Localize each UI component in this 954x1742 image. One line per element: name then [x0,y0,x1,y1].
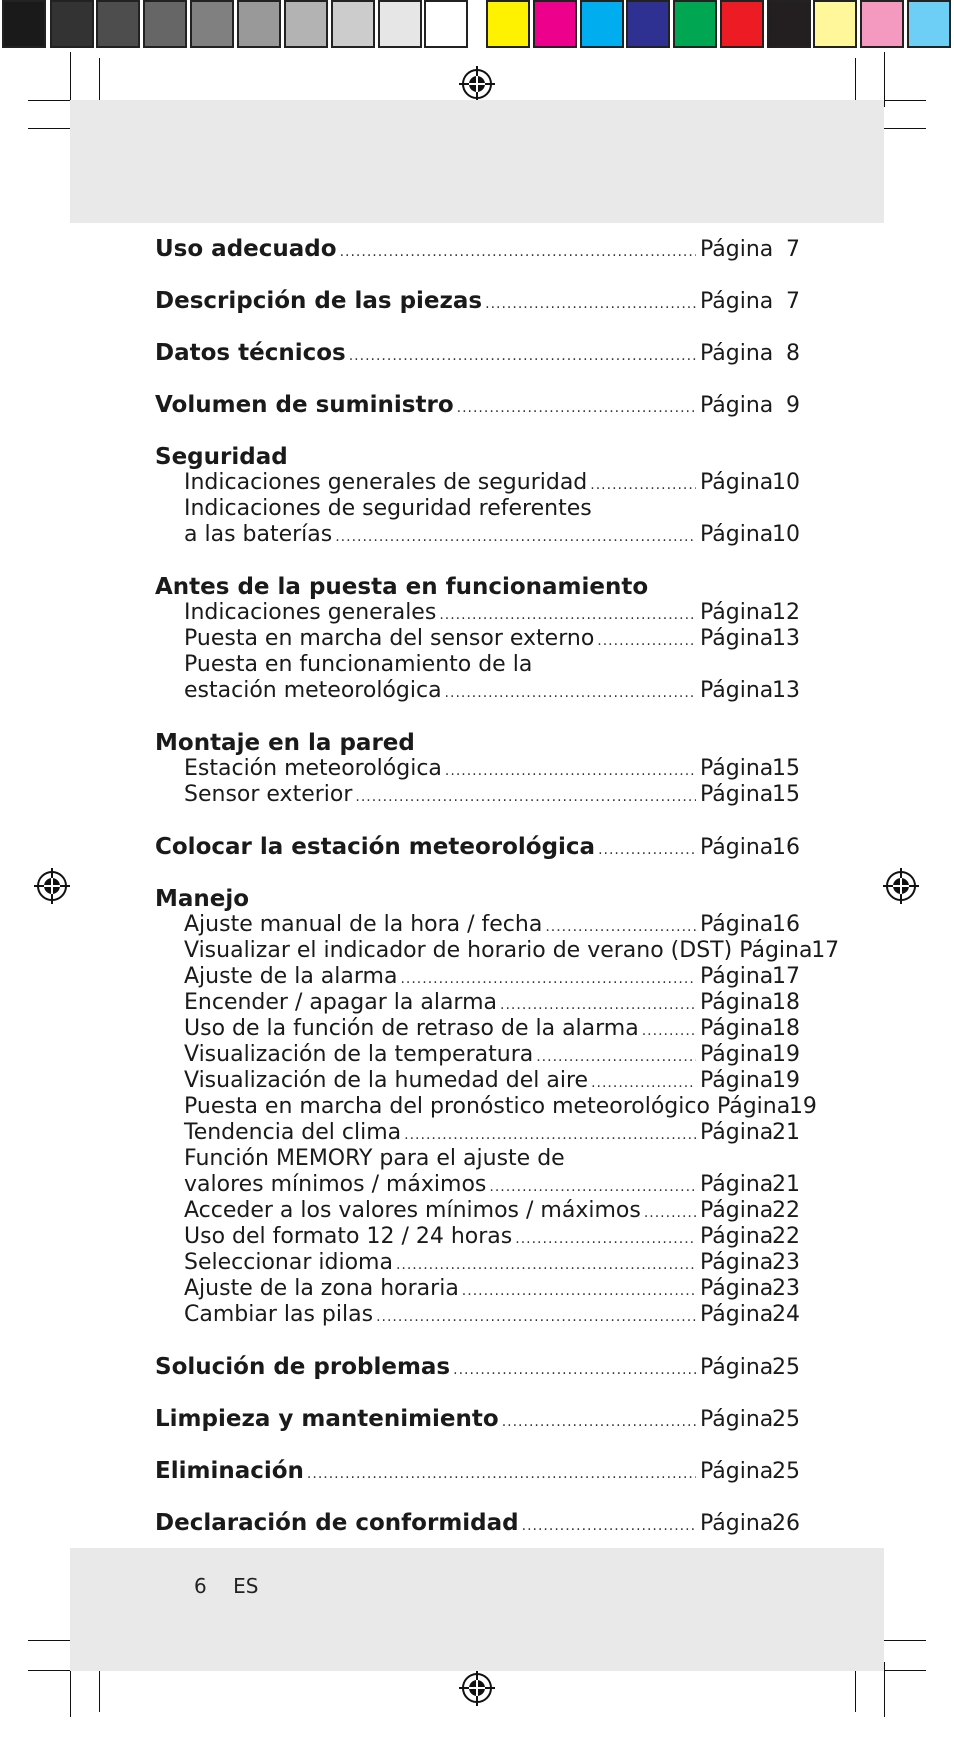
page-label: Página [700,1250,774,1275]
page-label: Página [700,341,774,366]
toc-entry-title: Seguridad [155,444,288,470]
toc-subentry [155,964,800,990]
toc-section [155,834,800,860]
page-label: Página [700,678,774,703]
dot-leader [598,837,696,863]
page-ref: 22 [772,1198,800,1223]
toc-subentry [155,1068,800,1094]
toc-subentry [155,678,800,704]
toc-entry-title: Indicaciones generales de seguridad [184,470,588,495]
toc-section [155,444,800,470]
page-label: Página [700,1016,774,1041]
toc-entry-title: Colocar la estación meteorológica [155,834,596,860]
toc-subentry [155,600,800,626]
dot-leader [545,914,696,940]
toc-subentry [155,782,800,808]
toc-entry-title: Sensor exterior [184,782,353,807]
toc-entry-title: Seleccionar idioma [184,1250,393,1275]
registration-mark-icon [32,866,72,906]
toc-entry-title: a las baterías [184,522,333,547]
dot-leader [453,1357,696,1383]
toc-subentry [155,1120,800,1146]
dot-leader [400,966,696,992]
registration-mark-icon [457,64,497,104]
color-swatch [237,0,281,48]
header-band [70,100,884,223]
page-number: 6 [194,1574,207,1598]
section-gap [155,418,800,444]
dot-leader [307,1461,696,1487]
toc-entry-title: Visualizar el indicador de horario de verano (DST) [184,938,733,963]
toc-section [155,574,800,600]
toc-entry-title: Tendencia del clima [184,1120,402,1145]
color-swatch [626,0,670,48]
page-ref: 16 [772,912,800,937]
toc-entry-title: Limpieza y mantenimiento [155,1406,499,1432]
toc-entry-title: Acceder a los valores mínimos / máximos [184,1198,641,1223]
toc-entry-title: Uso de la función de retraso de la alarma [184,1016,639,1041]
page-ref: 23 [772,1250,800,1275]
toc-subentry [155,1250,800,1276]
page-label: Página [739,938,813,963]
toc-entry-title: valores mínimos / máximos [184,1172,487,1197]
page-label: Página [700,1459,774,1484]
page-label: Página [700,1198,774,1223]
page-ref: 16 [772,835,800,860]
toc-subentry [155,1276,800,1302]
toc-entry-title: Volumen de suministro [155,392,454,418]
toc-entry-title: Datos técnicos [155,340,346,366]
toc-entry-title: Puesta en funcionamiento de la [184,652,533,677]
dot-leader [462,1278,696,1304]
toc-subentry [155,470,800,496]
toc-section [155,392,800,418]
toc-subentry [155,1302,800,1328]
color-swatch [486,0,530,48]
toc-subentry [155,496,800,522]
page-ref: 21 [772,1120,800,1145]
section-gap [155,704,800,730]
toc-entry-title: Visualización de la humedad del aire [184,1068,589,1093]
crop-mark [884,52,885,107]
page-label: Página [700,626,774,651]
color-swatch [424,0,468,48]
toc-section [155,1458,800,1484]
page-label: Página [700,964,774,989]
language-code: ES [233,1574,259,1598]
footer-band [70,1548,884,1671]
toc-entry-title: Antes de la puesta en funcionamiento [155,574,649,600]
toc-section [155,340,800,366]
color-swatch [720,0,764,48]
dot-leader [335,524,696,550]
color-calibration-bar [0,0,954,52]
toc-entry-title: Indicaciones de seguridad referentes [184,496,592,521]
color-swatch [143,0,187,48]
toc-subentry [155,1016,800,1042]
page-ref: 15 [772,782,800,807]
toc-subentry [155,990,800,1016]
toc-entry-title: Puesta en marcha del sensor externo [184,626,595,651]
color-swatch [580,0,624,48]
toc-entry-title: Indicaciones generales [184,600,437,625]
page-label: Página [700,289,774,314]
page-label: Página [700,1407,774,1432]
page-label: Página [700,470,774,495]
dot-leader [515,1226,696,1252]
page-label: Página [700,756,774,781]
dot-leader [597,628,696,654]
section-gap [155,808,800,834]
page-ref: 23 [772,1276,800,1301]
page-label: Página [700,600,774,625]
section-gap [155,262,800,288]
dot-leader [349,343,696,369]
dot-leader [502,1409,696,1435]
toc-entry-title: Declaración de conformidad [155,1510,519,1536]
dot-leader [500,992,696,1018]
toc-entry-title: Estación meteorológica [184,756,442,781]
toc-entry-title: Ajuste de la alarma [184,964,398,989]
color-swatch [907,0,951,48]
toc-entry-title: Visualización de la temperatura [184,1042,534,1067]
page-label: Página [716,1094,791,1119]
toc-section [155,1510,800,1536]
toc-subentry [155,1172,800,1198]
dot-leader [340,239,696,265]
color-swatch [673,0,717,48]
page-ref: 15 [772,756,800,781]
toc-entry-title: Cambiar las pilas [184,1302,374,1327]
page-label: Página [700,990,774,1015]
toc-subentry [155,626,800,652]
color-swatch [2,0,46,48]
color-swatch [50,0,94,48]
page-ref: 7 [786,237,800,262]
toc-entry-title: Función MEMORY para el ajuste de [184,1146,565,1171]
toc-section [155,1406,800,1432]
toc-subentry [155,522,800,548]
toc-subentry [155,912,800,938]
color-swatch [96,0,140,48]
toc-entry-title: Uso del formato 12 / 24 horas [184,1224,513,1249]
toc-subentry [155,756,800,782]
dot-leader [485,291,696,317]
table-of-contents [155,236,840,1536]
dot-leader [522,1513,696,1539]
toc-subentry [155,1198,800,1224]
page-ref: 17 [811,938,840,963]
page-ref: 24 [772,1302,800,1327]
toc-section [155,886,800,912]
page-label: Página [700,393,774,418]
page-ref: 26 [772,1511,800,1536]
toc-subentry [155,1224,800,1250]
color-swatch [190,0,234,48]
dot-leader [404,1122,696,1148]
page-ref: 19 [788,1094,817,1119]
toc-section [155,1354,800,1380]
page-label: Página [700,522,774,547]
toc-subentry [155,1042,800,1068]
page-label: Página [700,782,774,807]
registration-mark-icon [881,866,921,906]
dot-leader [457,395,696,421]
color-swatch [284,0,328,48]
dot-leader [445,680,696,706]
page-label: Página [700,1224,774,1249]
toc-entry-title: Puesta en marcha del pronóstico meteorológico [184,1094,710,1119]
page-ref: 25 [772,1355,800,1380]
page-ref: 22 [772,1224,800,1249]
section-gap [155,1432,800,1458]
section-gap [155,366,800,392]
crop-mark [70,52,71,107]
toc-entry-title: Ajuste manual de la hora / fecha [184,912,543,937]
toc-entry-title: Descripción de las piezas [155,288,483,314]
color-swatch [813,0,857,48]
page-ref: 13 [772,678,800,703]
dot-leader [355,784,696,810]
page-ref: 17 [772,964,800,989]
page-label: Página [700,1355,774,1380]
color-swatch [860,0,904,48]
color-swatch [533,0,577,48]
page-label: Página [700,1068,774,1093]
page-label: Página [700,237,774,262]
toc-entry-title: Encender / apagar la alarma [184,990,498,1015]
page-ref: 18 [772,1016,800,1041]
dot-leader [590,472,696,498]
page-ref: 18 [772,990,800,1015]
toc-subentry [155,1146,800,1172]
page-label: Página [700,1302,774,1327]
toc-entry-title: Solución de problemas [155,1354,451,1380]
section-gap [155,548,800,574]
color-swatch [331,0,375,48]
dot-leader [489,1174,696,1200]
page-ref: 19 [772,1068,800,1093]
toc-section [155,288,800,314]
dot-leader [376,1304,696,1330]
dot-leader [642,1018,696,1044]
page-label: Página [700,1042,774,1067]
toc-subentry [155,938,840,964]
page-ref: 25 [772,1459,800,1484]
page-label: Página [700,1511,774,1536]
section-gap [155,1328,800,1354]
toc-section [155,730,800,756]
page-ref: 25 [772,1407,800,1432]
section-gap [155,1484,800,1510]
page-label: Página [700,1172,774,1197]
page-label: Página [700,912,774,937]
page-label: Página [700,835,774,860]
page-ref: 9 [786,393,800,418]
toc-subentry [155,1094,817,1120]
toc-entry-title: Uso adecuado [155,236,337,262]
page-ref: 21 [772,1172,800,1197]
page-ref: 8 [786,341,800,366]
dot-leader [591,1070,696,1096]
toc-entry-title: Montaje en la pared [155,730,415,756]
color-swatch [378,0,422,48]
page-label: Página [700,1276,774,1301]
page-label: Página [700,1120,774,1145]
color-swatch [767,0,811,48]
toc-entry-title: Manejo [155,886,250,912]
page-ref: 12 [772,600,800,625]
dot-leader [396,1252,696,1278]
section-gap [155,860,800,886]
page-ref: 10 [772,470,800,495]
page-ref: 7 [786,289,800,314]
registration-mark-icon [457,1668,497,1708]
toc-subentry [155,652,800,678]
dot-leader [536,1044,696,1070]
page-footer [194,1574,278,1598]
toc-entry-title: Eliminación [155,1458,304,1484]
page-ref: 13 [772,626,800,651]
page-ref: 10 [772,522,800,547]
toc-entry-title: estación meteorológica [184,678,442,703]
section-gap [155,1380,800,1406]
dot-leader [644,1200,696,1226]
toc-entry-title: Ajuste de la zona horaria [184,1276,459,1301]
section-gap [155,314,800,340]
toc-section [155,236,800,262]
dot-leader [445,758,696,784]
page-ref: 19 [772,1042,800,1067]
dot-leader [439,602,696,628]
